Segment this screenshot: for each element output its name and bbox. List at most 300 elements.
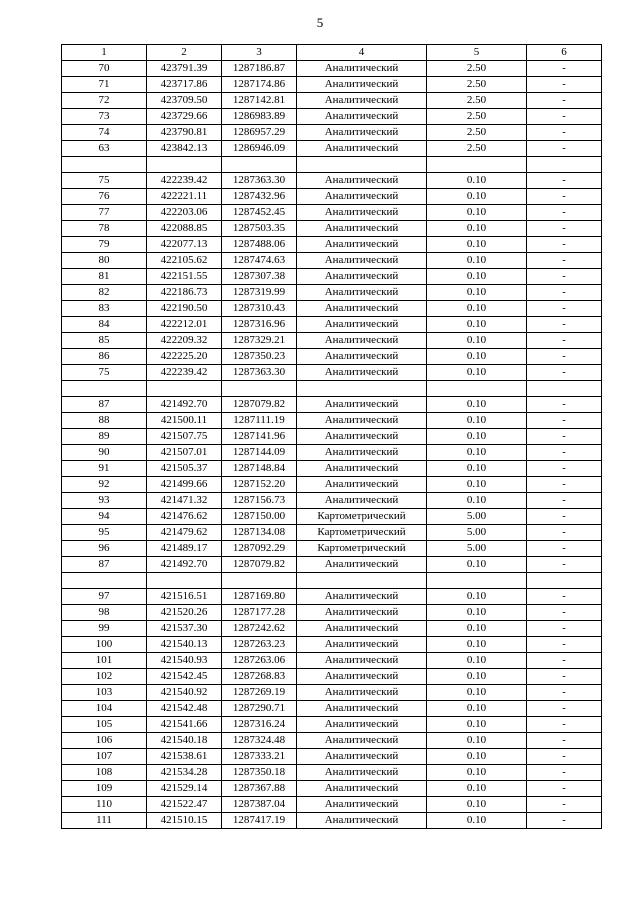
note-cell: - [527, 125, 602, 141]
y-coordinate-cell: 1287268.83 [222, 669, 297, 685]
y-coordinate-cell: 1287079.82 [222, 557, 297, 573]
header-cell-2: 2 [147, 45, 222, 61]
note-cell: - [527, 477, 602, 493]
accuracy-cell: 0.10 [427, 317, 527, 333]
table-row [62, 621, 602, 637]
accuracy-cell: 0.10 [427, 205, 527, 221]
table-row [62, 445, 602, 461]
accuracy-cell: 0.10 [427, 413, 527, 429]
method-cell: Аналитический [297, 141, 427, 157]
y-coordinate-cell: 1287186.87 [222, 61, 297, 77]
method-cell: Аналитический [297, 205, 427, 221]
table-row [62, 781, 602, 797]
method-cell: Аналитический [297, 253, 427, 269]
header-cell-4: 4 [297, 45, 427, 61]
y-coordinate-cell: 1287310.43 [222, 301, 297, 317]
note-cell: - [527, 413, 602, 429]
method-cell: Аналитический [297, 77, 427, 93]
accuracy-cell: 5.00 [427, 525, 527, 541]
x-coordinate-cell: 422203.06 [147, 205, 222, 221]
accuracy-cell: 0.10 [427, 461, 527, 477]
y-coordinate-cell: 1287150.00 [222, 509, 297, 525]
accuracy-cell: 0.10 [427, 365, 527, 381]
x-coordinate-cell: 423791.39 [147, 61, 222, 77]
accuracy-cell: 0.10 [427, 813, 527, 829]
note-cell: - [527, 461, 602, 477]
point-number-cell: 72 [62, 93, 147, 109]
y-coordinate-cell: 1287363.30 [222, 365, 297, 381]
note-cell: - [527, 701, 602, 717]
point-number-cell: 70 [62, 61, 147, 77]
accuracy-cell: 0.10 [427, 429, 527, 445]
method-cell: Картометрический [297, 541, 427, 557]
accuracy-cell: 0.10 [427, 269, 527, 285]
x-coordinate-cell: 421540.93 [147, 653, 222, 669]
y-coordinate-cell: 1287319.99 [222, 285, 297, 301]
note-cell: - [527, 61, 602, 77]
x-coordinate-cell: 421492.70 [147, 397, 222, 413]
table-row [62, 493, 602, 509]
method-cell: Аналитический [297, 189, 427, 205]
point-number-cell: 107 [62, 749, 147, 765]
y-coordinate-cell: 1287307.38 [222, 269, 297, 285]
method-cell: Аналитический [297, 717, 427, 733]
x-coordinate-cell: 422088.85 [147, 221, 222, 237]
coordinates-table [61, 44, 602, 829]
method-cell: Аналитический [297, 669, 427, 685]
x-coordinate-cell: 421538.61 [147, 749, 222, 765]
method-cell: Аналитический [297, 637, 427, 653]
table-row [62, 557, 602, 573]
table-row [62, 237, 602, 253]
table-row [62, 717, 602, 733]
x-coordinate-cell: 423790.81 [147, 125, 222, 141]
accuracy-cell: 0.10 [427, 621, 527, 637]
method-cell [297, 381, 427, 397]
y-coordinate-cell: 1287367.88 [222, 781, 297, 797]
table-row [62, 173, 602, 189]
x-coordinate-cell: 421505.37 [147, 461, 222, 477]
table-row [62, 749, 602, 765]
note-cell: - [527, 541, 602, 557]
y-coordinate-cell: 1287387.04 [222, 797, 297, 813]
table-row [62, 221, 602, 237]
note-cell: - [527, 525, 602, 541]
point-number-cell: 95 [62, 525, 147, 541]
x-coordinate-cell: 421476.62 [147, 509, 222, 525]
x-coordinate-cell: 423729.66 [147, 109, 222, 125]
accuracy-cell: 2.50 [427, 93, 527, 109]
accuracy-cell: 0.10 [427, 189, 527, 205]
table-body [62, 61, 602, 829]
note-cell: - [527, 733, 602, 749]
accuracy-cell: 0.10 [427, 733, 527, 749]
table-row [62, 141, 602, 157]
x-coordinate-cell: 421479.62 [147, 525, 222, 541]
accuracy-cell: 2.50 [427, 77, 527, 93]
accuracy-cell: 0.10 [427, 685, 527, 701]
note-cell: - [527, 77, 602, 93]
point-number-cell: 100 [62, 637, 147, 653]
note-cell: - [527, 493, 602, 509]
table-row [62, 109, 602, 125]
accuracy-cell: 0.10 [427, 333, 527, 349]
x-coordinate-cell: 421540.13 [147, 637, 222, 653]
point-number-cell: 105 [62, 717, 147, 733]
point-number-cell: 98 [62, 605, 147, 621]
note-cell: - [527, 781, 602, 797]
y-coordinate-cell: 1287363.30 [222, 173, 297, 189]
y-coordinate-cell: 1287350.18 [222, 765, 297, 781]
table-row [62, 733, 602, 749]
note-cell: - [527, 333, 602, 349]
point-number-cell: 93 [62, 493, 147, 509]
note-cell: - [527, 141, 602, 157]
y-coordinate-cell: 1287177.28 [222, 605, 297, 621]
point-number-cell [62, 157, 147, 173]
point-number-cell: 78 [62, 221, 147, 237]
x-coordinate-cell: 422105.62 [147, 253, 222, 269]
accuracy-cell: 0.10 [427, 797, 527, 813]
x-coordinate-cell: 422212.01 [147, 317, 222, 333]
header-row [62, 45, 602, 61]
y-coordinate-cell: 1286957.29 [222, 125, 297, 141]
accuracy-cell: 2.50 [427, 141, 527, 157]
note-cell: - [527, 685, 602, 701]
method-cell: Аналитический [297, 797, 427, 813]
note-cell: - [527, 429, 602, 445]
table-row [62, 461, 602, 477]
table-row [62, 349, 602, 365]
x-coordinate-cell: 423709.50 [147, 93, 222, 109]
header-cell-3: 3 [222, 45, 297, 61]
x-coordinate-cell: 422239.42 [147, 173, 222, 189]
x-coordinate-cell: 421529.14 [147, 781, 222, 797]
y-coordinate-cell [222, 157, 297, 173]
table-row [62, 797, 602, 813]
table-row [62, 205, 602, 221]
accuracy-cell: 0.10 [427, 173, 527, 189]
note-cell: - [527, 813, 602, 829]
method-cell: Аналитический [297, 109, 427, 125]
note-cell [527, 573, 602, 589]
table-row [62, 573, 602, 589]
point-number-cell: 96 [62, 541, 147, 557]
x-coordinate-cell: 423717.86 [147, 77, 222, 93]
accuracy-cell: 0.10 [427, 605, 527, 621]
note-cell: - [527, 301, 602, 317]
table-row [62, 253, 602, 269]
note-cell: - [527, 173, 602, 189]
x-coordinate-cell: 421522.47 [147, 797, 222, 813]
y-coordinate-cell: 1287148.84 [222, 461, 297, 477]
accuracy-cell: 0.10 [427, 669, 527, 685]
point-number-cell: 106 [62, 733, 147, 749]
table-row [62, 589, 602, 605]
y-coordinate-cell: 1287333.21 [222, 749, 297, 765]
method-cell: Аналитический [297, 685, 427, 701]
method-cell: Аналитический [297, 813, 427, 829]
x-coordinate-cell: 422221.11 [147, 189, 222, 205]
point-number-cell: 111 [62, 813, 147, 829]
accuracy-cell: 0.10 [427, 781, 527, 797]
point-number-cell [62, 573, 147, 589]
accuracy-cell: 0.10 [427, 253, 527, 269]
y-coordinate-cell: 1287474.63 [222, 253, 297, 269]
x-coordinate-cell: 421492.70 [147, 557, 222, 573]
y-coordinate-cell: 1287316.24 [222, 717, 297, 733]
method-cell [297, 157, 427, 173]
table-row [62, 61, 602, 77]
accuracy-cell: 0.10 [427, 589, 527, 605]
y-coordinate-cell: 1287242.62 [222, 621, 297, 637]
point-number-cell: 86 [62, 349, 147, 365]
header-cell-5: 5 [427, 45, 527, 61]
x-coordinate-cell: 422225.20 [147, 349, 222, 365]
point-number-cell: 104 [62, 701, 147, 717]
table-row [62, 285, 602, 301]
point-number-cell: 108 [62, 765, 147, 781]
note-cell: - [527, 797, 602, 813]
point-number-cell: 103 [62, 685, 147, 701]
method-cell: Аналитический [297, 285, 427, 301]
point-number-cell: 75 [62, 173, 147, 189]
y-coordinate-cell: 1287290.71 [222, 701, 297, 717]
method-cell: Аналитический [297, 765, 427, 781]
table-row [62, 157, 602, 173]
table-row [62, 413, 602, 429]
method-cell: Аналитический [297, 493, 427, 509]
note-cell: - [527, 365, 602, 381]
table-header [62, 45, 602, 61]
note-cell: - [527, 445, 602, 461]
point-number-cell: 87 [62, 397, 147, 413]
table-row [62, 653, 602, 669]
y-coordinate-cell: 1287079.82 [222, 397, 297, 413]
y-coordinate-cell: 1287329.21 [222, 333, 297, 349]
point-number-cell: 87 [62, 557, 147, 573]
point-number-cell: 71 [62, 77, 147, 93]
y-coordinate-cell: 1287432.96 [222, 189, 297, 205]
point-number-cell: 88 [62, 413, 147, 429]
accuracy-cell: 0.10 [427, 349, 527, 365]
note-cell: - [527, 317, 602, 333]
x-coordinate-cell: 422190.50 [147, 301, 222, 317]
method-cell: Аналитический [297, 125, 427, 141]
x-coordinate-cell: 422077.13 [147, 237, 222, 253]
table-row [62, 429, 602, 445]
table-row [62, 125, 602, 141]
point-number-cell: 76 [62, 189, 147, 205]
table-row [62, 669, 602, 685]
accuracy-cell: 2.50 [427, 61, 527, 77]
y-coordinate-cell: 1287269.19 [222, 685, 297, 701]
x-coordinate-cell: 421489.17 [147, 541, 222, 557]
method-cell: Аналитический [297, 429, 427, 445]
note-cell: - [527, 285, 602, 301]
point-number-cell: 73 [62, 109, 147, 125]
method-cell: Аналитический [297, 701, 427, 717]
table-row [62, 637, 602, 653]
y-coordinate-cell: 1287152.20 [222, 477, 297, 493]
x-coordinate-cell: 422186.73 [147, 285, 222, 301]
table-row [62, 701, 602, 717]
x-coordinate-cell: 421540.18 [147, 733, 222, 749]
y-coordinate-cell: 1287169.80 [222, 589, 297, 605]
header-cell-1: 1 [62, 45, 147, 61]
method-cell: Аналитический [297, 781, 427, 797]
point-number-cell: 63 [62, 141, 147, 157]
y-coordinate-cell: 1287144.09 [222, 445, 297, 461]
table-row [62, 189, 602, 205]
table-row [62, 685, 602, 701]
method-cell: Аналитический [297, 173, 427, 189]
note-cell: - [527, 589, 602, 605]
point-number-cell: 83 [62, 301, 147, 317]
accuracy-cell: 2.50 [427, 109, 527, 125]
point-number-cell: 99 [62, 621, 147, 637]
accuracy-cell: 0.10 [427, 701, 527, 717]
x-coordinate-cell: 421541.66 [147, 717, 222, 733]
accuracy-cell: 0.10 [427, 765, 527, 781]
y-coordinate-cell [222, 381, 297, 397]
table-row [62, 333, 602, 349]
method-cell: Аналитический [297, 93, 427, 109]
point-number-cell: 75 [62, 365, 147, 381]
point-number-cell: 97 [62, 589, 147, 605]
x-coordinate-cell [147, 381, 222, 397]
y-coordinate-cell: 1287316.96 [222, 317, 297, 333]
x-coordinate-cell: 421507.01 [147, 445, 222, 461]
note-cell: - [527, 765, 602, 781]
method-cell: Аналитический [297, 61, 427, 77]
x-coordinate-cell: 421542.48 [147, 701, 222, 717]
page-number: 5 [316, 15, 324, 30]
x-coordinate-cell: 421540.92 [147, 685, 222, 701]
note-cell: - [527, 397, 602, 413]
method-cell: Аналитический [297, 605, 427, 621]
table-row [62, 509, 602, 525]
y-coordinate-cell: 1287350.23 [222, 349, 297, 365]
table-row [62, 317, 602, 333]
method-cell: Аналитический [297, 445, 427, 461]
method-cell: Аналитический [297, 733, 427, 749]
point-number-cell: 102 [62, 669, 147, 685]
note-cell: - [527, 189, 602, 205]
note-cell [527, 157, 602, 173]
note-cell: - [527, 509, 602, 525]
x-coordinate-cell: 421500.11 [147, 413, 222, 429]
method-cell: Аналитический [297, 477, 427, 493]
y-coordinate-cell: 1287174.86 [222, 77, 297, 93]
table-row [62, 301, 602, 317]
point-number-cell: 90 [62, 445, 147, 461]
table-row [62, 541, 602, 557]
x-coordinate-cell: 421542.45 [147, 669, 222, 685]
point-number-cell: 110 [62, 797, 147, 813]
table-row [62, 813, 602, 829]
header-cell-6: 6 [527, 45, 602, 61]
method-cell: Картометрический [297, 525, 427, 541]
y-coordinate-cell: 1287263.06 [222, 653, 297, 669]
point-number-cell: 79 [62, 237, 147, 253]
point-number-cell: 94 [62, 509, 147, 525]
accuracy-cell: 0.10 [427, 557, 527, 573]
table-row [62, 381, 602, 397]
accuracy-cell: 0.10 [427, 221, 527, 237]
y-coordinate-cell: 1287324.48 [222, 733, 297, 749]
x-coordinate-cell: 421516.51 [147, 589, 222, 605]
note-cell: - [527, 109, 602, 125]
accuracy-cell: 0.10 [427, 237, 527, 253]
table-row [62, 525, 602, 541]
note-cell: - [527, 205, 602, 221]
point-number-cell: 101 [62, 653, 147, 669]
method-cell: Аналитический [297, 317, 427, 333]
y-coordinate-cell [222, 573, 297, 589]
point-number-cell: 82 [62, 285, 147, 301]
accuracy-cell [427, 381, 527, 397]
point-number-cell: 91 [62, 461, 147, 477]
note-cell: - [527, 653, 602, 669]
x-coordinate-cell: 422239.42 [147, 365, 222, 381]
accuracy-cell: 0.10 [427, 653, 527, 669]
y-coordinate-cell: 1287503.35 [222, 221, 297, 237]
method-cell: Аналитический [297, 349, 427, 365]
y-coordinate-cell: 1287488.06 [222, 237, 297, 253]
x-coordinate-cell: 421520.26 [147, 605, 222, 621]
note-cell: - [527, 93, 602, 109]
note-cell: - [527, 669, 602, 685]
x-coordinate-cell: 421471.32 [147, 493, 222, 509]
point-number-cell: 109 [62, 781, 147, 797]
y-coordinate-cell: 1286983.89 [222, 109, 297, 125]
x-coordinate-cell [147, 573, 222, 589]
accuracy-cell [427, 573, 527, 589]
method-cell: Аналитический [297, 621, 427, 637]
accuracy-cell: 0.10 [427, 397, 527, 413]
note-cell: - [527, 237, 602, 253]
accuracy-cell: 0.10 [427, 445, 527, 461]
method-cell: Картометрический [297, 509, 427, 525]
note-cell: - [527, 717, 602, 733]
note-cell: - [527, 349, 602, 365]
method-cell: Аналитический [297, 365, 427, 381]
accuracy-cell: 2.50 [427, 125, 527, 141]
accuracy-cell [427, 157, 527, 173]
method-cell: Аналитический [297, 589, 427, 605]
note-cell: - [527, 621, 602, 637]
table-row [62, 477, 602, 493]
point-number-cell: 80 [62, 253, 147, 269]
method-cell: Аналитический [297, 221, 427, 237]
y-coordinate-cell: 1287092.29 [222, 541, 297, 557]
method-cell: Аналитический [297, 333, 427, 349]
method-cell: Аналитический [297, 653, 427, 669]
accuracy-cell: 0.10 [427, 477, 527, 493]
method-cell: Аналитический [297, 397, 427, 413]
note-cell: - [527, 253, 602, 269]
method-cell [297, 573, 427, 589]
x-coordinate-cell [147, 157, 222, 173]
y-coordinate-cell: 1286946.09 [222, 141, 297, 157]
x-coordinate-cell: 421534.28 [147, 765, 222, 781]
y-coordinate-cell: 1287134.08 [222, 525, 297, 541]
table-row [62, 93, 602, 109]
point-number-cell [62, 381, 147, 397]
method-cell: Аналитический [297, 557, 427, 573]
point-number-cell: 77 [62, 205, 147, 221]
